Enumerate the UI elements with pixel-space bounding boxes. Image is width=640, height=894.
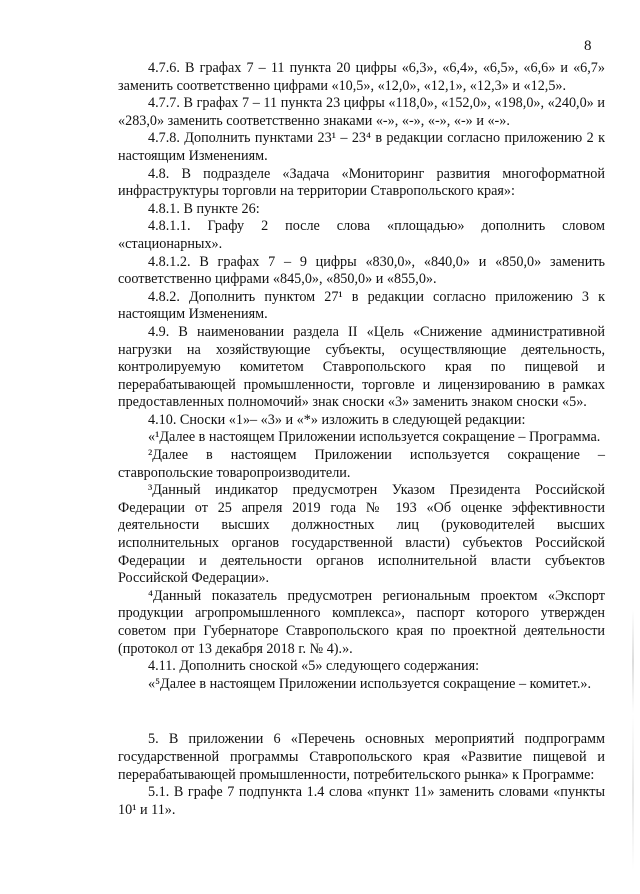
footnote-5: «⁵Далее в настоящем Приложении используется сокращение – комитет.». [148,675,592,692]
document-body [118,60,605,819]
paragraph-5: 5. В приложении 6 «Перечень основных мероприятий подпрограмм государственной программы Ставропольского края «Развитие пищевой и перерабатывающей промышленности, потребительского рынка» к Программе: [118,731,605,783]
footnote-2: ²Далее в настоящем Приложении используется сокращение – ставропольские товаропроизводители. [118,447,605,481]
paragraph-4-7-6: 4.7.6. В графах 7 – 11 пункта 20 цифры «6,3», «6,4», «6,5», «6,6» и «6,7» заменить соответственно цифрами «10,5», «12,0», «12,1», «12,3» и «12,5». [118,60,605,94]
paragraph-4-11: 4.11. Дополнить сноской «5» следующего содержания: [148,658,480,675]
paragraph-4-7-8: 4.7.8. Дополнить пунктами 23¹ – 23⁴ в редакции согласно приложению 2 к настоящим Изменениям. [118,130,605,164]
paragraph-4-8-1-2: 4.8.1.2. В графах 7 – 9 цифры «830,0», «840,0» и «850,0» заменить соответственно цифрами «845,0», «850,0» и «855,0». [118,253,605,288]
footnote-3: ³Данный индикатор предусмотрен Указом Президента Российской Федерации от 25 апреля 2019 года № 193 «Об оценке эффективности деятельности высших должностных лиц (руководителей высших исполнительных органов государственной власти) субъектов Российской Федерации и деятельности органов исполнительной власти субъектов Российской Федерации». [118,482,605,587]
paragraph-4-8-1-1: 4.8.1.1. Графу 2 после слова «площадью» дополнить словом «стационарных». [118,218,605,252]
paragraph-4-8-2: 4.8.2. Дополнить пунктом 27¹ в редакции согласно приложению 3 к настоящим Изменениям. [118,288,605,323]
section-gap [118,693,605,731]
paragraph-5-1: 5.1. В графе 7 подпункта 1.4 слова «пункт 11» заменить словами «пункты 10¹ и 11». [118,784,605,818]
paragraph-4-10: 4.10. Сноски «1»– «3» и «*» изложить в следующей редакции: [148,411,526,428]
scan-edge-artifact [632,610,634,870]
paragraph-4-9: 4.9. В наименовании раздела II «Цель «Снижение административной нагрузки на хозяйствующие субъекты, осуществляющие деятельность, контролируемую комитетом Ставропольского края по пищевой и перерабатывающей промышленности, торговле и лицензированию в рамках предоставленных полномочий» знак сноски «3» заменить знаком сноски «5». [118,323,605,411]
paragraph-4-8-1: 4.8.1. В пункте 26: [148,200,260,217]
footnote-4: ⁴Данный показатель предусмотрен региональным проектом «Экспорт продукции агропромышленного комплекса», паспорт которого утвержден советом при Губернаторе Ставропольского края по проектной деятельности (протокол от 13 декабря 2018 г. № 4).». [118,587,605,657]
paragraph-4-8: 4.8. В подразделе «Задача «Мониторинг развития многоформатной инфраструктуры торговли на территории Ставропольского края»: [118,165,605,200]
paragraph-4-7-7: 4.7.7. В графах 7 – 11 пункта 23 цифры «118,0», «152,0», «198,0», «240,0» и «283,0» заменить соответственно знаками «-», «-», «-», «-» и «-». [118,95,605,129]
page-number: 8 [584,38,592,54]
footnote-1: «¹Далее в настоящем Приложении используется сокращение – Программа. [148,429,601,446]
